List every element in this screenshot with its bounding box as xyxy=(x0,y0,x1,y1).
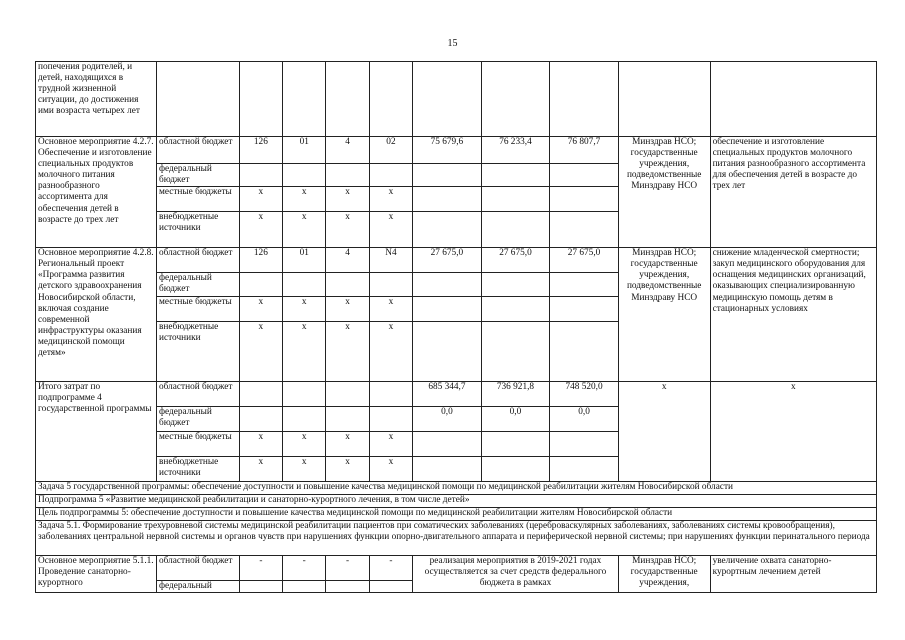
executor-cell: x xyxy=(618,382,710,482)
code-cell: - xyxy=(326,556,369,581)
code-cell: x xyxy=(239,297,282,322)
amount-cell xyxy=(413,297,482,322)
code-cell: 4 xyxy=(326,137,369,164)
code-cell: x xyxy=(239,212,282,248)
amount-cell xyxy=(550,187,619,212)
code-cell: x xyxy=(369,187,412,212)
amount-cell: 75 679,6 xyxy=(413,137,482,164)
code-cell: 126 xyxy=(239,137,282,164)
amount-cell xyxy=(550,457,619,482)
source-label: местные бюджеты xyxy=(157,297,240,322)
code-cell: 01 xyxy=(283,137,326,164)
subprogram-row: Подпрограмма 5 «Развитие медицинской реабилитации и санаторно-курортного лечения, в том числе детей» xyxy=(36,495,877,508)
result-cell: снижение младенческой смертности; закуп медицинского оборудования для оснащения медицинских организаций, оказывающих специализированную медицинскую помощь детям в стационарных условиях xyxy=(710,248,876,382)
task-5-1-row: Задача 5.1. Формирование трехуровневой системы медицинской реабилитации пациентов при соматических заболеваниях (цереброваскулярных заболеваниях, заболеваниях системы кровообращения), заболеваниях центральной нервной системы и органов чувств при нарушениях функции опорно-двигательного аппарата и периферической нервной системы; при нарушениях функции перинатального периода xyxy=(36,521,877,556)
code-cell: x xyxy=(369,212,412,248)
amount-cell xyxy=(550,212,619,248)
code-cell: x xyxy=(326,187,369,212)
code-cell: 4 xyxy=(326,248,369,273)
source-label: внебюджетные источники xyxy=(157,322,240,382)
executor-cell: Минздрав НСО; государственные учреждения, подведомственные Минздраву НСО xyxy=(618,137,710,248)
page-number: 15 xyxy=(447,38,458,49)
code-cell: - xyxy=(239,556,282,581)
code-cell xyxy=(283,164,326,187)
measure-name: Основное мероприятие 5.1.1. Проведение санаторно-курортного xyxy=(36,556,157,593)
amount-cell: 0,0 xyxy=(550,407,619,432)
code-cell: x xyxy=(369,432,412,457)
table-row xyxy=(36,248,877,273)
table-row xyxy=(36,382,877,407)
table-row xyxy=(36,482,877,495)
table-row xyxy=(36,521,877,556)
measure-name: Основное мероприятие 4.2.7. Обеспечение и изготовление специальных продуктов молочного питания разнообразного ассортимента для обеспечения детей в возрасте до трех лет xyxy=(36,137,157,248)
measure-name: попечения родителей, и детей, находящихся в трудной жизненной ситуации, до достижения ими возраста четырех лет xyxy=(36,62,157,137)
amount-cell: 748 520,0 xyxy=(550,382,619,407)
code-cell xyxy=(239,407,282,432)
amount-cell: 0,0 xyxy=(413,407,482,432)
amount-cell xyxy=(413,273,482,297)
code-cell xyxy=(239,273,282,297)
amount-cell xyxy=(413,212,482,248)
amount-cell: 27 675,0 xyxy=(550,248,619,273)
amount-cell: 27 675,0 xyxy=(413,248,482,273)
amount-cell xyxy=(481,457,550,482)
code-cell: x xyxy=(239,322,282,382)
amount-cell xyxy=(550,297,619,322)
amount-cell xyxy=(481,297,550,322)
code-cell xyxy=(326,407,369,432)
amount-cell xyxy=(550,432,619,457)
code-cell: - xyxy=(369,556,412,581)
table-row xyxy=(36,62,877,137)
amount-cell: 76 807,7 xyxy=(550,137,619,164)
code-cell: x xyxy=(283,297,326,322)
code-cell: x xyxy=(326,432,369,457)
result-cell: обеспечение и изготовление специальных продуктов молочного питания разнообразного ассортимента для обеспечения детей в возрасте до трех лет xyxy=(710,137,876,248)
amount-cell xyxy=(550,273,619,297)
measure-name: Основное мероприятие 4.2.8. Региональный проект «Программа развития детского здравоохранения Новосибирской области, включая создание современной инфраструктуры оказания медицинской помощи детям» xyxy=(36,248,157,382)
amount-cell: 27 675,0 xyxy=(481,248,550,273)
amount-cell xyxy=(481,322,550,382)
amount-cell: 76 233,4 xyxy=(481,137,550,164)
code-cell: x xyxy=(283,187,326,212)
amount-cell xyxy=(550,164,619,187)
code-cell: 126 xyxy=(239,248,282,273)
code-cell: x xyxy=(326,322,369,382)
code-cell: N4 xyxy=(369,248,412,273)
source-label: областной бюджет xyxy=(157,382,240,407)
source-label: областной бюджет xyxy=(157,137,240,164)
result-cell: x xyxy=(710,382,876,482)
amount-cell xyxy=(413,322,482,382)
amount-cell: 0,0 xyxy=(481,407,550,432)
code-cell: 02 xyxy=(369,137,412,164)
source-label: местные бюджеты xyxy=(157,187,240,212)
amount-cell xyxy=(413,432,482,457)
code-cell: x xyxy=(369,322,412,382)
source-label: федеральный бюджет xyxy=(157,407,240,432)
code-cell: x xyxy=(283,212,326,248)
amount-cell xyxy=(481,164,550,187)
code-cell: x xyxy=(326,457,369,482)
code-cell xyxy=(369,382,412,407)
code-cell xyxy=(239,164,282,187)
executor-cell: Минздрав НСО; государственные учреждения, подведомственные Минздраву НСО xyxy=(618,248,710,382)
amount-cell xyxy=(481,187,550,212)
amount-cell xyxy=(413,187,482,212)
code-cell xyxy=(326,382,369,407)
code-cell xyxy=(283,273,326,297)
code-cell xyxy=(283,407,326,432)
code-cell: x xyxy=(283,322,326,382)
source-label: областной бюджет xyxy=(157,248,240,273)
code-cell: x xyxy=(369,457,412,482)
code-cell xyxy=(369,164,412,187)
amount-cell xyxy=(481,212,550,248)
code-cell: x xyxy=(239,457,282,482)
amount-cell xyxy=(481,273,550,297)
code-cell xyxy=(283,382,326,407)
code-cell: x xyxy=(239,432,282,457)
code-cell: x xyxy=(369,297,412,322)
source-label: областной бюджет xyxy=(157,556,240,581)
code-cell: x xyxy=(283,432,326,457)
source-label: федеральный бюджет xyxy=(157,164,240,187)
goal-row: Цель подпрограммы 5: обеспечение доступности и повышение качества медицинской помощи по медицинской реабилитации жителям Новосибирской области xyxy=(36,508,877,521)
code-cell xyxy=(369,273,412,297)
code-cell: x xyxy=(239,187,282,212)
code-cell: x xyxy=(326,212,369,248)
code-cell xyxy=(239,382,282,407)
code-cell: x xyxy=(283,457,326,482)
totals-name: Итого затрат по подпрограмме 4 государственной программы xyxy=(36,382,157,482)
code-cell xyxy=(326,164,369,187)
amount-cell xyxy=(413,164,482,187)
source-label: местные бюджеты xyxy=(157,432,240,457)
result-cell: увеличение охвата санаторно-курортным лечением детей xyxy=(710,556,876,593)
code-cell xyxy=(326,273,369,297)
amount-cell xyxy=(413,457,482,482)
code-cell xyxy=(369,407,412,432)
table-row xyxy=(36,508,877,521)
table-row xyxy=(36,556,877,581)
table-row xyxy=(36,137,877,164)
source-label: внебюджетные источники xyxy=(157,457,240,482)
code-cell: x xyxy=(326,297,369,322)
code-cell: - xyxy=(283,556,326,581)
source-label: федеральный xyxy=(157,581,240,593)
amount-cell: 685 344,7 xyxy=(413,382,482,407)
budget-table xyxy=(35,61,877,593)
source-label: федеральный бюджет xyxy=(157,273,240,297)
executor-cell: Минздрав НСО; государственные учреждения, xyxy=(618,556,710,593)
amount-cell xyxy=(481,432,550,457)
amount-cell: 736 921,8 xyxy=(481,382,550,407)
amount-cell xyxy=(550,322,619,382)
task-row: Задача 5 государственной программы: обеспечение доступности и повышение качества медицинской помощи по медицинской реабилитации жителям Новосибирской области xyxy=(36,482,877,495)
years-note: реализация мероприятия в 2019-2021 годах осуществляется за счет средств федерального бюджета в рамках xyxy=(413,556,619,593)
code-cell: 01 xyxy=(283,248,326,273)
source-label: внебюджетные источники xyxy=(157,212,240,248)
table-row xyxy=(36,495,877,508)
